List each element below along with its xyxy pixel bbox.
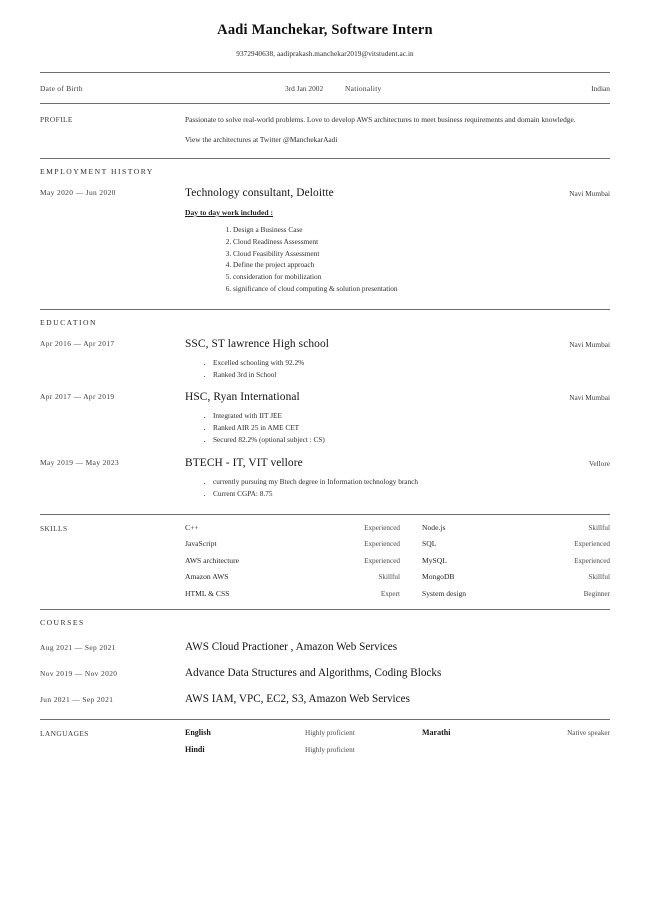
list-item: 5. consideration for mobilization bbox=[233, 271, 610, 283]
skill-name: SQL bbox=[422, 539, 437, 548]
section-heading-languages: LANGUAGES bbox=[40, 728, 89, 738]
section-education bbox=[0, 310, 650, 514]
list-item: • Secured 82.2% (optional subject : CS) bbox=[213, 434, 610, 446]
skill-level: Beginner bbox=[583, 589, 610, 598]
skills-grid bbox=[185, 523, 610, 598]
course-entry bbox=[40, 679, 610, 705]
language-name: Marathi bbox=[422, 727, 451, 737]
contact-line: 9372940638, aadiprakash.manchekar2019@vitstudent.ac.in bbox=[236, 50, 414, 58]
skill-level: Expert bbox=[380, 589, 400, 598]
education-bullet-list bbox=[185, 476, 610, 500]
employment-entry-location: Navi Mumbai bbox=[569, 188, 610, 198]
list-item: • Ranked AIR 25 in AME CET bbox=[213, 422, 610, 434]
list-item: 6. significance of cloud computing & solution presentation bbox=[233, 283, 610, 295]
skill-name: System design bbox=[422, 588, 467, 598]
skill-level: Experienced bbox=[364, 556, 400, 565]
skill-level: Experienced bbox=[574, 556, 610, 565]
personal-details-row bbox=[0, 73, 650, 103]
skill-name: AWS architecture bbox=[185, 555, 239, 565]
course-entry-title: Advance Data Structures and Algorithms, Coding Blocks bbox=[185, 666, 442, 679]
list-item: • Integrated with IIT JEE bbox=[213, 410, 610, 422]
education-entry bbox=[40, 327, 610, 381]
section-languages bbox=[0, 720, 650, 762]
language-name: Hindi bbox=[185, 744, 205, 754]
skill-name: MySQL bbox=[422, 555, 447, 565]
languages-grid bbox=[185, 728, 610, 762]
dob-label: Date of Birth bbox=[40, 84, 83, 93]
education-entry-dates: May 2019 — May 2023 bbox=[40, 457, 120, 467]
list-item: 2. Cloud Readiness Assessment bbox=[233, 236, 610, 248]
nationality-label: Nationality bbox=[345, 84, 382, 93]
section-heading-courses: COURSES bbox=[40, 617, 85, 627]
section-profile bbox=[0, 104, 650, 158]
dob-value: 3rd Jan 2002 bbox=[285, 84, 324, 93]
course-entry bbox=[40, 627, 610, 653]
language-level: Native speaker bbox=[567, 728, 610, 737]
employment-entry bbox=[40, 176, 610, 295]
list-item: • Ranked 3rd in School bbox=[213, 369, 610, 381]
skill-row bbox=[185, 523, 610, 532]
course-entry bbox=[40, 653, 610, 679]
employment-entry-subheading: Day to day work included : bbox=[185, 207, 273, 217]
list-item: • Current CGPA: 8.75 bbox=[213, 488, 610, 500]
skill-level: Experienced bbox=[574, 540, 610, 548]
skill-name: Amazon AWS bbox=[185, 572, 229, 581]
profile-paragraph-1: Passionate to solve real-world problems. Love to develop AWS architectures to meet business requirements and domain knowledge. bbox=[185, 115, 576, 124]
education-entry-location: Vellore bbox=[588, 458, 610, 468]
course-entry-title: AWS IAM, VPC, EC2, S3, Amazon Web Services bbox=[185, 692, 410, 705]
nationality-value: Indian bbox=[591, 84, 610, 93]
skill-name: C++ bbox=[185, 522, 199, 532]
skill-level: Skillful bbox=[588, 573, 610, 581]
course-entry-dates: Jun 2021 — Sep 2021 bbox=[40, 694, 114, 704]
skill-row bbox=[185, 589, 610, 598]
list-item: • Excelled schooling with 92.2% bbox=[213, 357, 610, 369]
skill-level: Experienced bbox=[364, 540, 400, 548]
education-entry-location: Navi Mumbai bbox=[569, 339, 610, 349]
skill-name: Node.js bbox=[422, 522, 446, 532]
skill-level: Experienced bbox=[364, 523, 400, 532]
language-row bbox=[185, 728, 610, 737]
section-heading-profile: PROFILE bbox=[40, 115, 73, 124]
skill-level: Skillful bbox=[378, 573, 400, 581]
skill-name: MongoDB bbox=[422, 572, 455, 581]
skill-row bbox=[185, 539, 610, 548]
list-item: 1. Design a Business Case bbox=[233, 224, 610, 236]
language-level: Highly proficient bbox=[305, 728, 355, 737]
language-row bbox=[185, 745, 610, 754]
section-employment bbox=[0, 159, 650, 309]
language-level: Highly proficient bbox=[305, 745, 355, 754]
skill-row bbox=[185, 572, 610, 581]
list-item: 4. Define the project approach bbox=[233, 259, 610, 271]
education-entry-title: SSC, ST lawrence High school bbox=[185, 337, 330, 350]
list-item: 3. Cloud Feasibility Assessment bbox=[233, 248, 610, 260]
section-courses bbox=[0, 610, 650, 719]
section-heading-education: EDUCATION bbox=[40, 317, 97, 327]
course-entry-dates: Nov 2019 — Nov 2020 bbox=[40, 668, 118, 678]
education-entry bbox=[40, 380, 610, 445]
education-bullet-list bbox=[185, 410, 610, 445]
skill-level: Skillful bbox=[588, 523, 610, 532]
section-heading-employment: EMPLOYMENT HISTORY bbox=[40, 166, 154, 176]
education-entry-dates: Apr 2017 — Apr 2019 bbox=[40, 392, 115, 402]
section-heading-skills: SKILLS bbox=[40, 523, 68, 533]
skill-row bbox=[185, 556, 610, 565]
profile-paragraph-2: View the architectures at Twitter @ManchekarAadi bbox=[185, 135, 338, 145]
skill-name: JavaScript bbox=[185, 539, 217, 548]
education-entry bbox=[40, 446, 610, 500]
education-entry-dates: Apr 2016 — Apr 2017 bbox=[40, 338, 115, 348]
list-item: • currently pursuing my Btech degree in Information technology branch bbox=[213, 476, 610, 488]
employment-entry-title: Technology consultant, Deloitte bbox=[185, 186, 334, 199]
education-entry-title: HSC, Ryan International bbox=[185, 391, 300, 404]
education-entry-title: BTECH - IT, VIT vellore bbox=[185, 456, 303, 469]
course-entry-title: AWS Cloud Practioner , Amazon Web Services bbox=[185, 640, 398, 653]
course-entry-dates: Aug 2021 — Sep 2021 bbox=[40, 642, 116, 652]
employment-task-list bbox=[185, 224, 610, 295]
education-bullet-list bbox=[185, 357, 610, 381]
section-skills bbox=[0, 515, 650, 609]
language-name: English bbox=[185, 727, 211, 737]
employment-entry-dates: May 2020 — Jun 2020 bbox=[40, 187, 116, 197]
education-entry-location: Navi Mumbai bbox=[569, 393, 610, 403]
skill-name: HTML & CSS bbox=[185, 588, 230, 598]
resume-header bbox=[0, 0, 650, 58]
candidate-name: Aadi Manchekar, Software Intern bbox=[217, 22, 433, 38]
